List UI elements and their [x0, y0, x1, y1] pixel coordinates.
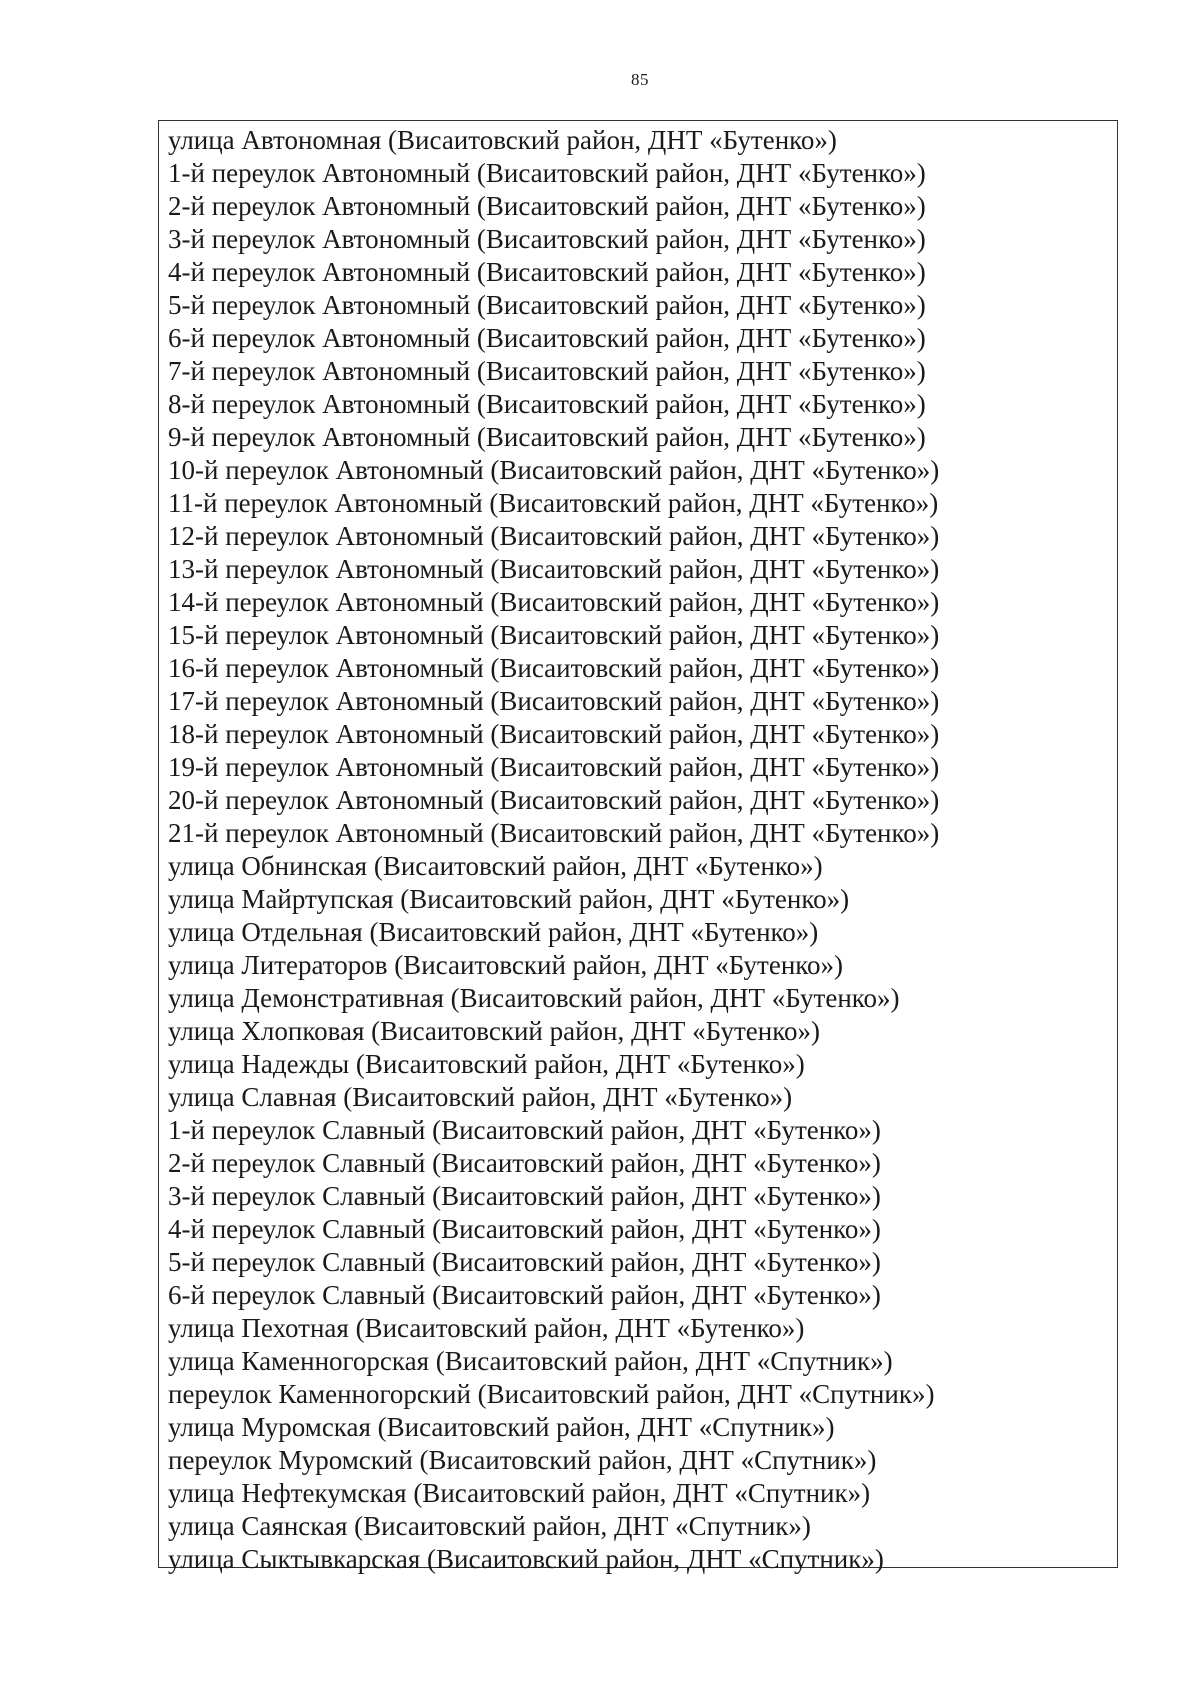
list-item: 12-й переулок Автономный (Висаитовский район, ДНТ «Бутенко») — [168, 521, 940, 551]
list-item: улица Сыктывкарская (Висаитовский район, ДНТ «Спутник») — [168, 1544, 884, 1574]
list-item: улица Автономная (Висаитовский район, ДНТ «Бутенко») — [168, 125, 837, 155]
list-item: 1-й переулок Автономный (Висаитовский район, ДНТ «Бутенко») — [168, 158, 926, 188]
list-item: 19-й переулок Автономный (Висаитовский район, ДНТ «Бутенко») — [168, 752, 940, 782]
list-item: 18-й переулок Автономный (Висаитовский район, ДНТ «Бутенко») — [168, 719, 940, 749]
list-item: 20-й переулок Автономный (Висаитовский район, ДНТ «Бутенко») — [168, 785, 940, 815]
list-item: 15-й переулок Автономный (Висаитовский район, ДНТ «Бутенко») — [168, 620, 940, 650]
list-item: 16-й переулок Автономный (Висаитовский район, ДНТ «Бутенко») — [168, 653, 940, 683]
list-item: улица Саянская (Висаитовский район, ДНТ «Спутник») — [168, 1511, 811, 1541]
list-item: 11-й переулок Автономный (Висаитовский район, ДНТ «Бутенко») — [168, 488, 939, 518]
list-item: улица Надежды (Висаитовский район, ДНТ «Бутенко») — [168, 1049, 805, 1079]
list-item: улица Славная (Висаитовский район, ДНТ «Бутенко») — [168, 1082, 793, 1112]
list-item: переулок Муромский (Висаитовский район, ДНТ «Спутник») — [168, 1445, 877, 1475]
list-item: 6-й переулок Автономный (Висаитовский район, ДНТ «Бутенко») — [168, 323, 926, 353]
list-item: улица Майртупская (Висаитовский район, ДНТ «Бутенко») — [168, 884, 850, 914]
list-item: улица Литераторов (Висаитовский район, ДНТ «Бутенко») — [168, 950, 844, 980]
list-item: 10-й переулок Автономный (Висаитовский район, ДНТ «Бутенко») — [168, 455, 940, 485]
list-item: 5-й переулок Автономный (Висаитовский район, ДНТ «Бутенко») — [168, 290, 926, 320]
page-number: 85 — [631, 70, 649, 89]
list-item: 2-й переулок Автономный (Висаитовский район, ДНТ «Бутенко») — [168, 191, 926, 221]
list-item: 17-й переулок Автономный (Висаитовский район, ДНТ «Бутенко») — [168, 686, 940, 716]
list-item: 2-й переулок Славный (Висаитовский район, ДНТ «Бутенко») — [168, 1148, 881, 1178]
list-item: 7-й переулок Автономный (Висаитовский район, ДНТ «Бутенко») — [168, 356, 926, 386]
list-item: улица Обнинская (Висаитовский район, ДНТ «Бутенко») — [168, 851, 823, 881]
list-item: 3-й переулок Славный (Висаитовский район, ДНТ «Бутенко») — [168, 1181, 881, 1211]
list-item: 3-й переулок Автономный (Висаитовский район, ДНТ «Бутенко») — [168, 224, 926, 254]
list-item: 1-й переулок Славный (Висаитовский район, ДНТ «Бутенко») — [168, 1115, 881, 1145]
list-item: улица Отдельная (Висаитовский район, ДНТ «Бутенко») — [168, 917, 819, 947]
list-item: улица Нефтекумская (Висаитовский район, ДНТ «Спутник») — [168, 1478, 871, 1508]
list-item: улица Демонстративная (Висаитовский район, ДНТ «Бутенко») — [168, 983, 900, 1013]
list-item: улица Хлопковая (Висаитовский район, ДНТ «Бутенко») — [168, 1016, 820, 1046]
list-item: 14-й переулок Автономный (Висаитовский район, ДНТ «Бутенко») — [168, 587, 940, 617]
list-item: 13-й переулок Автономный (Висаитовский район, ДНТ «Бутенко») — [168, 554, 940, 584]
list-item: 6-й переулок Славный (Висаитовский район, ДНТ «Бутенко») — [168, 1280, 881, 1310]
list-item: 5-й переулок Славный (Висаитовский район, ДНТ «Бутенко») — [168, 1247, 881, 1277]
list-item: 9-й переулок Автономный (Висаитовский район, ДНТ «Бутенко») — [168, 422, 926, 452]
list-item: 21-й переулок Автономный (Висаитовский район, ДНТ «Бутенко») — [168, 818, 940, 848]
list-item: 4-й переулок Славный (Висаитовский район, ДНТ «Бутенко») — [168, 1214, 881, 1244]
list-item: улица Пехотная (Висаитовский район, ДНТ «Бутенко») — [168, 1313, 805, 1343]
list-item: 8-й переулок Автономный (Висаитовский район, ДНТ «Бутенко») — [168, 389, 926, 419]
list-item: переулок Каменногорский (Висаитовский район, ДНТ «Спутник») — [168, 1379, 935, 1409]
list-item: улица Муромская (Висаитовский район, ДНТ «Спутник») — [168, 1412, 835, 1442]
list-item: улица Каменногорская (Висаитовский район, ДНТ «Спутник») — [168, 1346, 893, 1376]
list-item: 4-й переулок Автономный (Висаитовский район, ДНТ «Бутенко») — [168, 257, 926, 287]
street-list — [168, 124, 939, 1576]
